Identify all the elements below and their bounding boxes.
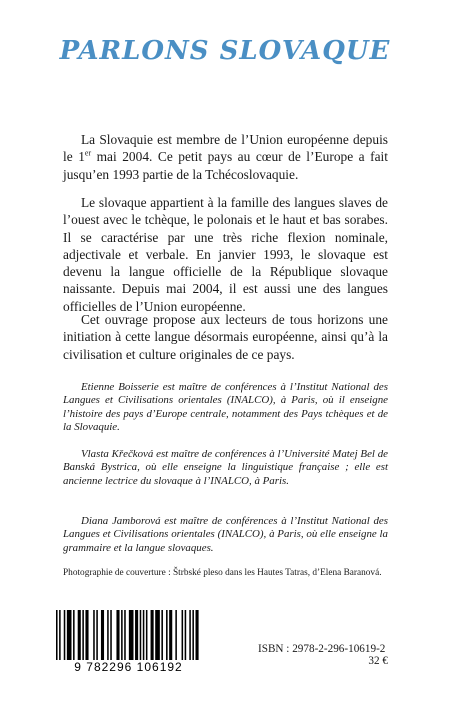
barcode-bar [161,610,163,660]
intro-paragraph-3 [63,311,388,363]
intro-paragraph-2 [63,194,388,315]
author-bio-text: Vlasta Křečková est maître de conférences à l’Université Matej Bel de Banská Bystrica, où elle enseigne la linguistique française ; elle est ancienne lectrice du slovaque à l’INALCO, à Paris. [63,448,388,487]
barcode-bar [121,610,123,660]
isbn: ISBN : 2978-2-296-10619-2 [258,643,386,655]
author-bio-text: Etienne Boisserie est maître de conférences à l’Institut National des Langues et Civilisations orientales (INALCO), à Paris, où il enseigne l’histoire des pays d’Europe centrale, notamment des Pays tchèques et de la Slovaquie. [63,381,388,434]
barcode-bar [56,610,58,666]
author-bio-2 [63,448,388,488]
ordinal-suffix: er [84,148,92,158]
barcode-bar [166,610,168,660]
barcode-bar [129,610,134,660]
author-bio-text: Diana Jamborová est maître de conférences à l’Institut National des Langues et Civilisations orientales (INALCO), à Paris, où elle enseigne la grammaire et la langue slovaques. [63,515,388,554]
barcode-bar [93,610,95,660]
barcode-bar [78,610,81,660]
barcode-bar [124,610,126,660]
barcode [50,610,207,673]
price: 32 € [368,655,388,667]
barcode-bar [110,610,112,660]
barcode-bar [64,610,66,660]
barcode-bar [175,610,177,660]
barcode-bar [192,610,194,660]
barcode-bar [82,610,84,660]
photo-credit: Photographie de couverture : Štrbské pleso dans les Hautes Tatras, d’Elena Baranová. [63,568,382,578]
barcode-bar [189,610,191,660]
barcode-bar [59,610,61,666]
author-bio-1 [63,381,388,435]
barcode-bar [116,610,119,660]
barcode-bar [182,610,184,660]
author-bio-3 [63,515,388,555]
intro-p1-end: mai 2004. Ce petit pays au cœur de l’Europe a fait jusqu’en 1993 partie de la Tchécoslovaquie. [63,149,388,182]
barcode-bar [140,610,142,660]
intro-p3-text: Cet ouvrage propose aux lecteurs de tous horizons une initiation à cette langue désormais européenne, ainsi qu’à la civilisation et culture originales de ce pays. [63,312,388,362]
barcode-bar [96,610,98,660]
intro-paragraph-1 [63,131,388,183]
barcode-digits: 9 782296 106192 [74,660,183,673]
barcode-bar [101,610,104,660]
barcode-bar [143,610,145,660]
intro-p1-start: La Slovaquie est membre de l’Union européenne depuis le 1 [63,132,388,165]
barcode-bar [155,610,160,666]
barcode-bar [185,610,187,660]
barcode-bar [196,610,199,660]
intro-p2-text: Le slovaque appartient à la famille des langues slaves de l’ouest avec le tchèque, le polonais et le haut et bas sorabes. Il se caractérise par une très riche flexion nominale, adjectivale et verbale. En janvier 1993, le slovaque est devenu la langue officielle de la République slovaque naissante. Depuis mai 2004, il est aussi une des langues officielles de l’Union européenne. [63,195,388,314]
barcode-bar [151,610,154,666]
barcode-bar [107,610,109,660]
barcode-bar [135,610,138,660]
barcode-bar [169,610,172,660]
barcode-bars [56,610,199,666]
barcode-bar [67,610,72,660]
barcode-bar [146,610,148,660]
barcode-bar [85,610,88,660]
book-title: PARLONS SLOVAQUE [59,36,391,66]
barcode-graphic [50,610,207,673]
barcode-bar [73,610,75,660]
